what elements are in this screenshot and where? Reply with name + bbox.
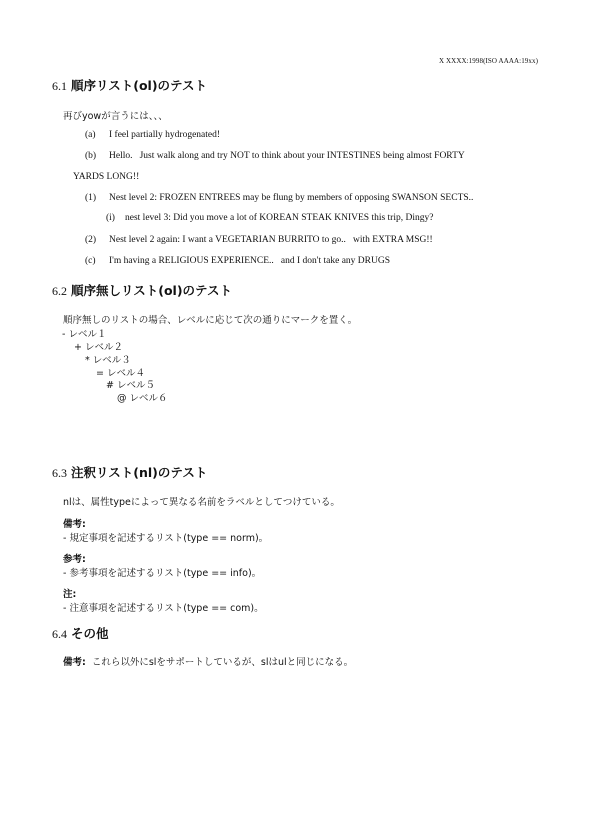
document-id-header: X XXXX:1998(ISO AAAA:19xx): [439, 57, 539, 65]
list-level-3: * レベル３: [85, 355, 131, 366]
section-6-1-intro: 再びyowが言うには、、、: [63, 111, 168, 122]
list-level-6: @ レベル６: [117, 393, 168, 404]
section-title: 順序無しリスト(ol)のテスト: [71, 283, 233, 298]
section-6-4-heading: [52, 624, 109, 642]
section-title: 順序リスト(ol)のテスト: [71, 78, 208, 93]
section-6-2-heading: [52, 281, 232, 299]
list-item-text: I feel partially hydrogenated!: [109, 130, 221, 140]
section-number: 6.3: [52, 466, 67, 480]
section-number: 6.4: [52, 627, 67, 641]
note-label-sankou: 参考:: [63, 554, 86, 565]
list-item-a: [85, 130, 220, 140]
list-level-1: - レベル１: [62, 329, 107, 340]
list-marker: (i): [106, 213, 115, 223]
section-6-3-intro: nlは、属性typeによって異なる名前をラベルとしてつけている。: [63, 497, 340, 508]
section-number: 6.2: [52, 284, 67, 298]
note-label: 備考:: [63, 657, 86, 668]
list-marker: (c): [85, 256, 96, 266]
list-level-2: + レベル２: [74, 342, 123, 353]
list-item-1: [85, 193, 473, 203]
section-number: 6.1: [52, 79, 67, 93]
note-text: これら以外にslをサポートしているが、slはulと同じになる。: [91, 657, 354, 668]
note-text-norm: - 規定事項を記述するリスト(type == norm)。: [63, 533, 269, 544]
list-item-text: Nest level 2 again: I want a VEGETARIAN BURRITO to go.. with EXTRA MSG!!: [109, 235, 433, 245]
list-marker: (1): [85, 193, 97, 203]
list-item-i: [106, 213, 433, 223]
list-marker: (2): [85, 235, 97, 245]
list-level-4: = レベル４: [96, 368, 145, 379]
note-text-com: - 注意事項を記述するリスト(type == com)。: [63, 603, 264, 614]
list-item-text: Hello. Just walk along and try NOT to think about your INTESTINES being almost FORTY: [109, 151, 465, 161]
section-title: 注釈リスト(nl)のテスト: [71, 465, 208, 480]
note-label-bikou: 備考:: [63, 519, 86, 530]
list-item-2: [85, 235, 433, 245]
note-text-info: - 参考事項を記述するリスト(type == info)。: [63, 568, 262, 579]
section-6-2-intro: 順序無しのリストの場合、レベルに応じて次の通りにマークを置く。: [63, 315, 358, 326]
list-item-text: Nest level 2: FROZEN ENTREES may be flung by members of opposing SWANSON SECTS..: [109, 193, 474, 203]
list-item-b: [85, 151, 465, 161]
list-level-5: # レベル５: [106, 380, 155, 391]
list-marker: (b): [85, 151, 97, 161]
list-item-text: I'm having a RELIGIOUS EXPERIENCE.. and I don't take any DRUGS: [109, 256, 390, 266]
list-item-c: [85, 256, 390, 266]
note-label-chu: 注:: [63, 589, 77, 600]
section-6-1-heading: [52, 76, 207, 94]
section-title: その他: [71, 626, 109, 641]
section-6-3-heading: [52, 463, 207, 481]
section-6-4-note: [63, 654, 353, 668]
list-item-b-continuation: YARDS LONG!!: [73, 172, 140, 182]
list-marker: (a): [85, 130, 96, 140]
list-item-text: nest level 3: Did you move a lot of KOREAN STEAK KNIVES this trip, Dingy?: [125, 213, 434, 223]
